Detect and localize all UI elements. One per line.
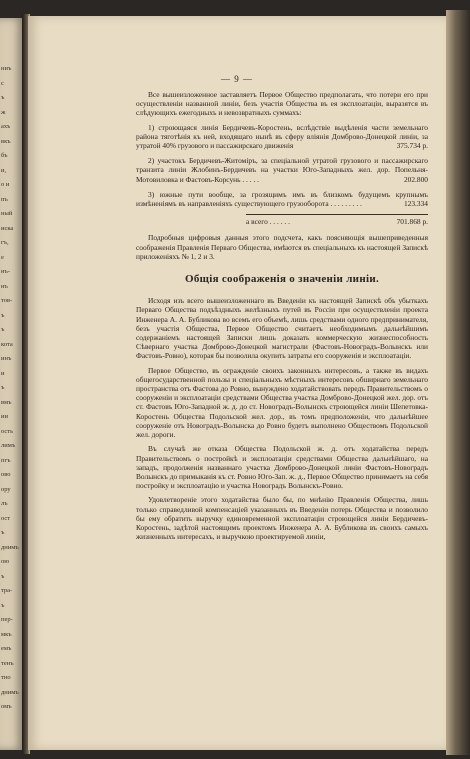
left-page-fragment: мкъ <box>1 630 12 638</box>
left-page-fragment: инъ <box>1 355 12 362</box>
body-paragraph-3: Въ случаѣ же отказа Общества Подольской ж. д. отъ ходатайства передъ Правительствомъ о постройкѣ и эксплоатаціи средствами Общества дальнѣйшаго, на западъ, продолженія названнаго участка Домброво-Донецкой линіи Фастовъ-Новоградъ Волынскъ до примыканія къ ст. Ровно Юго-Зап. ж. д., Первое Общество принимаетъ на себя постройку и эксплоатацію и участка Новоградъ Волынскъ-Ровно. <box>136 444 428 491</box>
left-page-fragment: ъ <box>1 326 5 333</box>
left-page-fragment: днимъ <box>1 688 19 696</box>
left-page-fragment: тов- <box>1 297 13 304</box>
left-page-fragment: лъ <box>1 500 8 507</box>
loss-item-text: 1) строющаяся линія Бердичевъ-Коростень, вслѣдствіе выдѣленія части земельнаго района тяготѣнія къ ней, входящаго нынѣ въ сферу вліянія Домброво-Донецкой линіи, за утратой 40% грузового и пассажирскаго движенія <box>136 122 428 151</box>
left-page-fragment: тно <box>1 674 11 681</box>
loss-item-amount: 123.334 <box>403 199 428 209</box>
left-page-fragment: пъ <box>1 195 8 203</box>
loss-item-amount: 202.800 <box>403 174 428 184</box>
left-page-fragment: ост <box>1 514 11 522</box>
left-page-fragment: ж <box>1 108 6 116</box>
left-page-fragment: ъ <box>1 529 5 536</box>
left-page-fragment: ный <box>1 210 13 217</box>
left-page-fragment: вмъ <box>1 398 12 406</box>
document-page <box>28 16 446 750</box>
left-page-fragment: ъ <box>1 94 5 101</box>
left-page-fragment: тра- <box>1 587 13 594</box>
left-page-fragment: ово <box>1 471 11 478</box>
total-row <box>246 214 428 226</box>
loss-item-text: 2) участокъ Бердичевъ-Житоміръ, за спеціальной утратой грузового и пассажирскаго транзита линіи Жлобинъ-Бердичевъ на участки Юго-Западныхъ жел. дор. Попельня-Мотовиловка и Фастовъ-Корсунь . . . . . <box>136 156 428 184</box>
details-note: Подробныя цифровыя данныя этого подсчета, какъ поясняющія вышеприведенныя соображенія Правленія Перваго Общества, имѣются въ спеціальныхъ къ настоящей Запискѣ приложеніяхъ № 1, 2 и 3. <box>136 233 428 261</box>
left-page-fragment: ою <box>1 558 10 565</box>
left-page-fragment: ъ <box>1 572 5 580</box>
left-page-fragment: и, <box>1 166 7 174</box>
page-number: — 9 — <box>221 74 253 84</box>
loss-item-1 <box>136 123 428 151</box>
left-page-fragment: е <box>1 253 4 261</box>
left-page-fragment: нъ- <box>1 268 11 275</box>
left-page-fragment: гъ, <box>1 239 9 246</box>
left-page-fragment: пгъ <box>1 456 11 464</box>
left-page-fragment: лимъ <box>1 442 16 449</box>
left-page-fragment: емъ <box>1 645 12 652</box>
left-page-fragment: вкъ <box>1 137 11 145</box>
left-page-fragment: ахъ <box>1 123 11 130</box>
left-page-fragment: нъ <box>1 282 8 290</box>
left-page-edge <box>0 18 24 750</box>
section-title: Общія соображенія о значеніи линіи. <box>184 273 380 286</box>
left-page-fragment: ость <box>1 427 14 435</box>
left-page-fragment: омъ <box>1 703 12 710</box>
left-page-fragment: ии <box>1 413 8 420</box>
right-page-edge <box>446 10 470 755</box>
left-page-fragment: пер- <box>1 616 13 623</box>
left-page-fragment: днимъ <box>1 543 19 551</box>
left-page-fragment: ору <box>1 485 11 493</box>
body-paragraph-1: Исходя изъ всего вышеизложеннаго въ Введеніи къ настоящей Запискѣ объ убыткахъ Перваго Общества подъѣздныхъ желѣзныхъ путей въ Россіи при осуществленіи проекта Инженера А. А. Бубликова во всемъ его объемѣ, лишь средствами одного предпринимателя, безъ участія Общества, Первое Общество считаетъ необходимымъ дальнѣйшимъ содержаніемъ настоящей Записки лишь доказать коммерческую жизнеспособность Сѣвернаго участка Домброво-Донецкой магистрали (Фастовъ-Новоградъ-Волынскъ или Фастовъ-Ровно), которая бы позволила окупить затраты его сооруженія и эксплоатаціи. <box>136 296 428 361</box>
left-page-fragment: тенъ <box>1 659 14 667</box>
left-page-fragment: иска <box>1 224 14 232</box>
left-page-fragment: ъ <box>1 601 5 609</box>
loss-item-3 <box>136 190 428 208</box>
total-amount: 701.868 р. <box>396 217 428 227</box>
total-label: а всего . . . . . . <box>246 217 290 227</box>
body-paragraph-2: Первое Общество, въ огражденіе своихъ законныхъ интересовъ, а также въ видахъ общегосударственной пользы и спеціальныхъ мѣстныхъ интересовъ обширнаго земельнаго пространства отъ Фастова до Ровно, вынуждено ходатайствовать передъ Правительствомъ о сооруженіи и эксплоатаціи средствами Общества участка Домброво-Донецкой жел. дор. отъ ст. Фастовъ Юго-Западной ж. д. до ст. Новоградъ-Волынскъ строющейся линіи Шепетовка-Коростень Общества Подольской жел. дор., въ томъ предположеніи, что дальнѣйшее сооруженіе отъ Новоградъ-Волынска до Ровно будетъ выполнено Обществомъ Подольской жел. дороги. <box>136 365 428 440</box>
loss-item-2 <box>136 156 428 184</box>
body-paragraph-4: Удовлетвореніе этого ходатайства было бы, по мнѣнію Правленія Общества, лишь только справедливой компенсаціей указанныхъ въ Введеніи потерь Общества и позволило бы ему обратить выручку единовременной эксплоатаціи строющейся линіи Бердичевъ-Коростень, задѣтой настоящимъ проектомъ Инженера А. А. Бубликова въ своихъ самыхъ жизненныхъ интересахъ, и выручкою проектируемой линіи, <box>136 495 428 542</box>
left-page-fragment: и <box>1 369 5 377</box>
loss-item-text: 3) южные пути вообще, за грозящимъ имъ въ близкомъ будущемъ крупнымъ измѣненіямъ въ направленіяхъ существующего грузооборота . . . . . . . . . <box>136 189 428 209</box>
left-page-fragment: ъ <box>1 311 5 319</box>
intro-paragraph: Все вышеизложенное заставляетъ Первое Общество предполагать, что потери его при осуществленіи названной линіи, безъ участія Общества въ ея эксплоатаціи, выразятся въ слѣдующихъ ежегодныхъ и невозвратныхъ суммахъ: <box>136 90 428 118</box>
left-page-fragment: ниъ <box>1 65 12 72</box>
left-page-fragment: о и <box>1 181 10 188</box>
page-content <box>136 90 428 546</box>
left-page-fragment: ъ <box>1 384 5 391</box>
loss-item-amount: 375.734 р. <box>396 141 428 151</box>
left-page-fragment: с <box>1 79 4 87</box>
left-page-fragment: бъ <box>1 152 8 159</box>
left-page-fragment: кота <box>1 340 13 348</box>
